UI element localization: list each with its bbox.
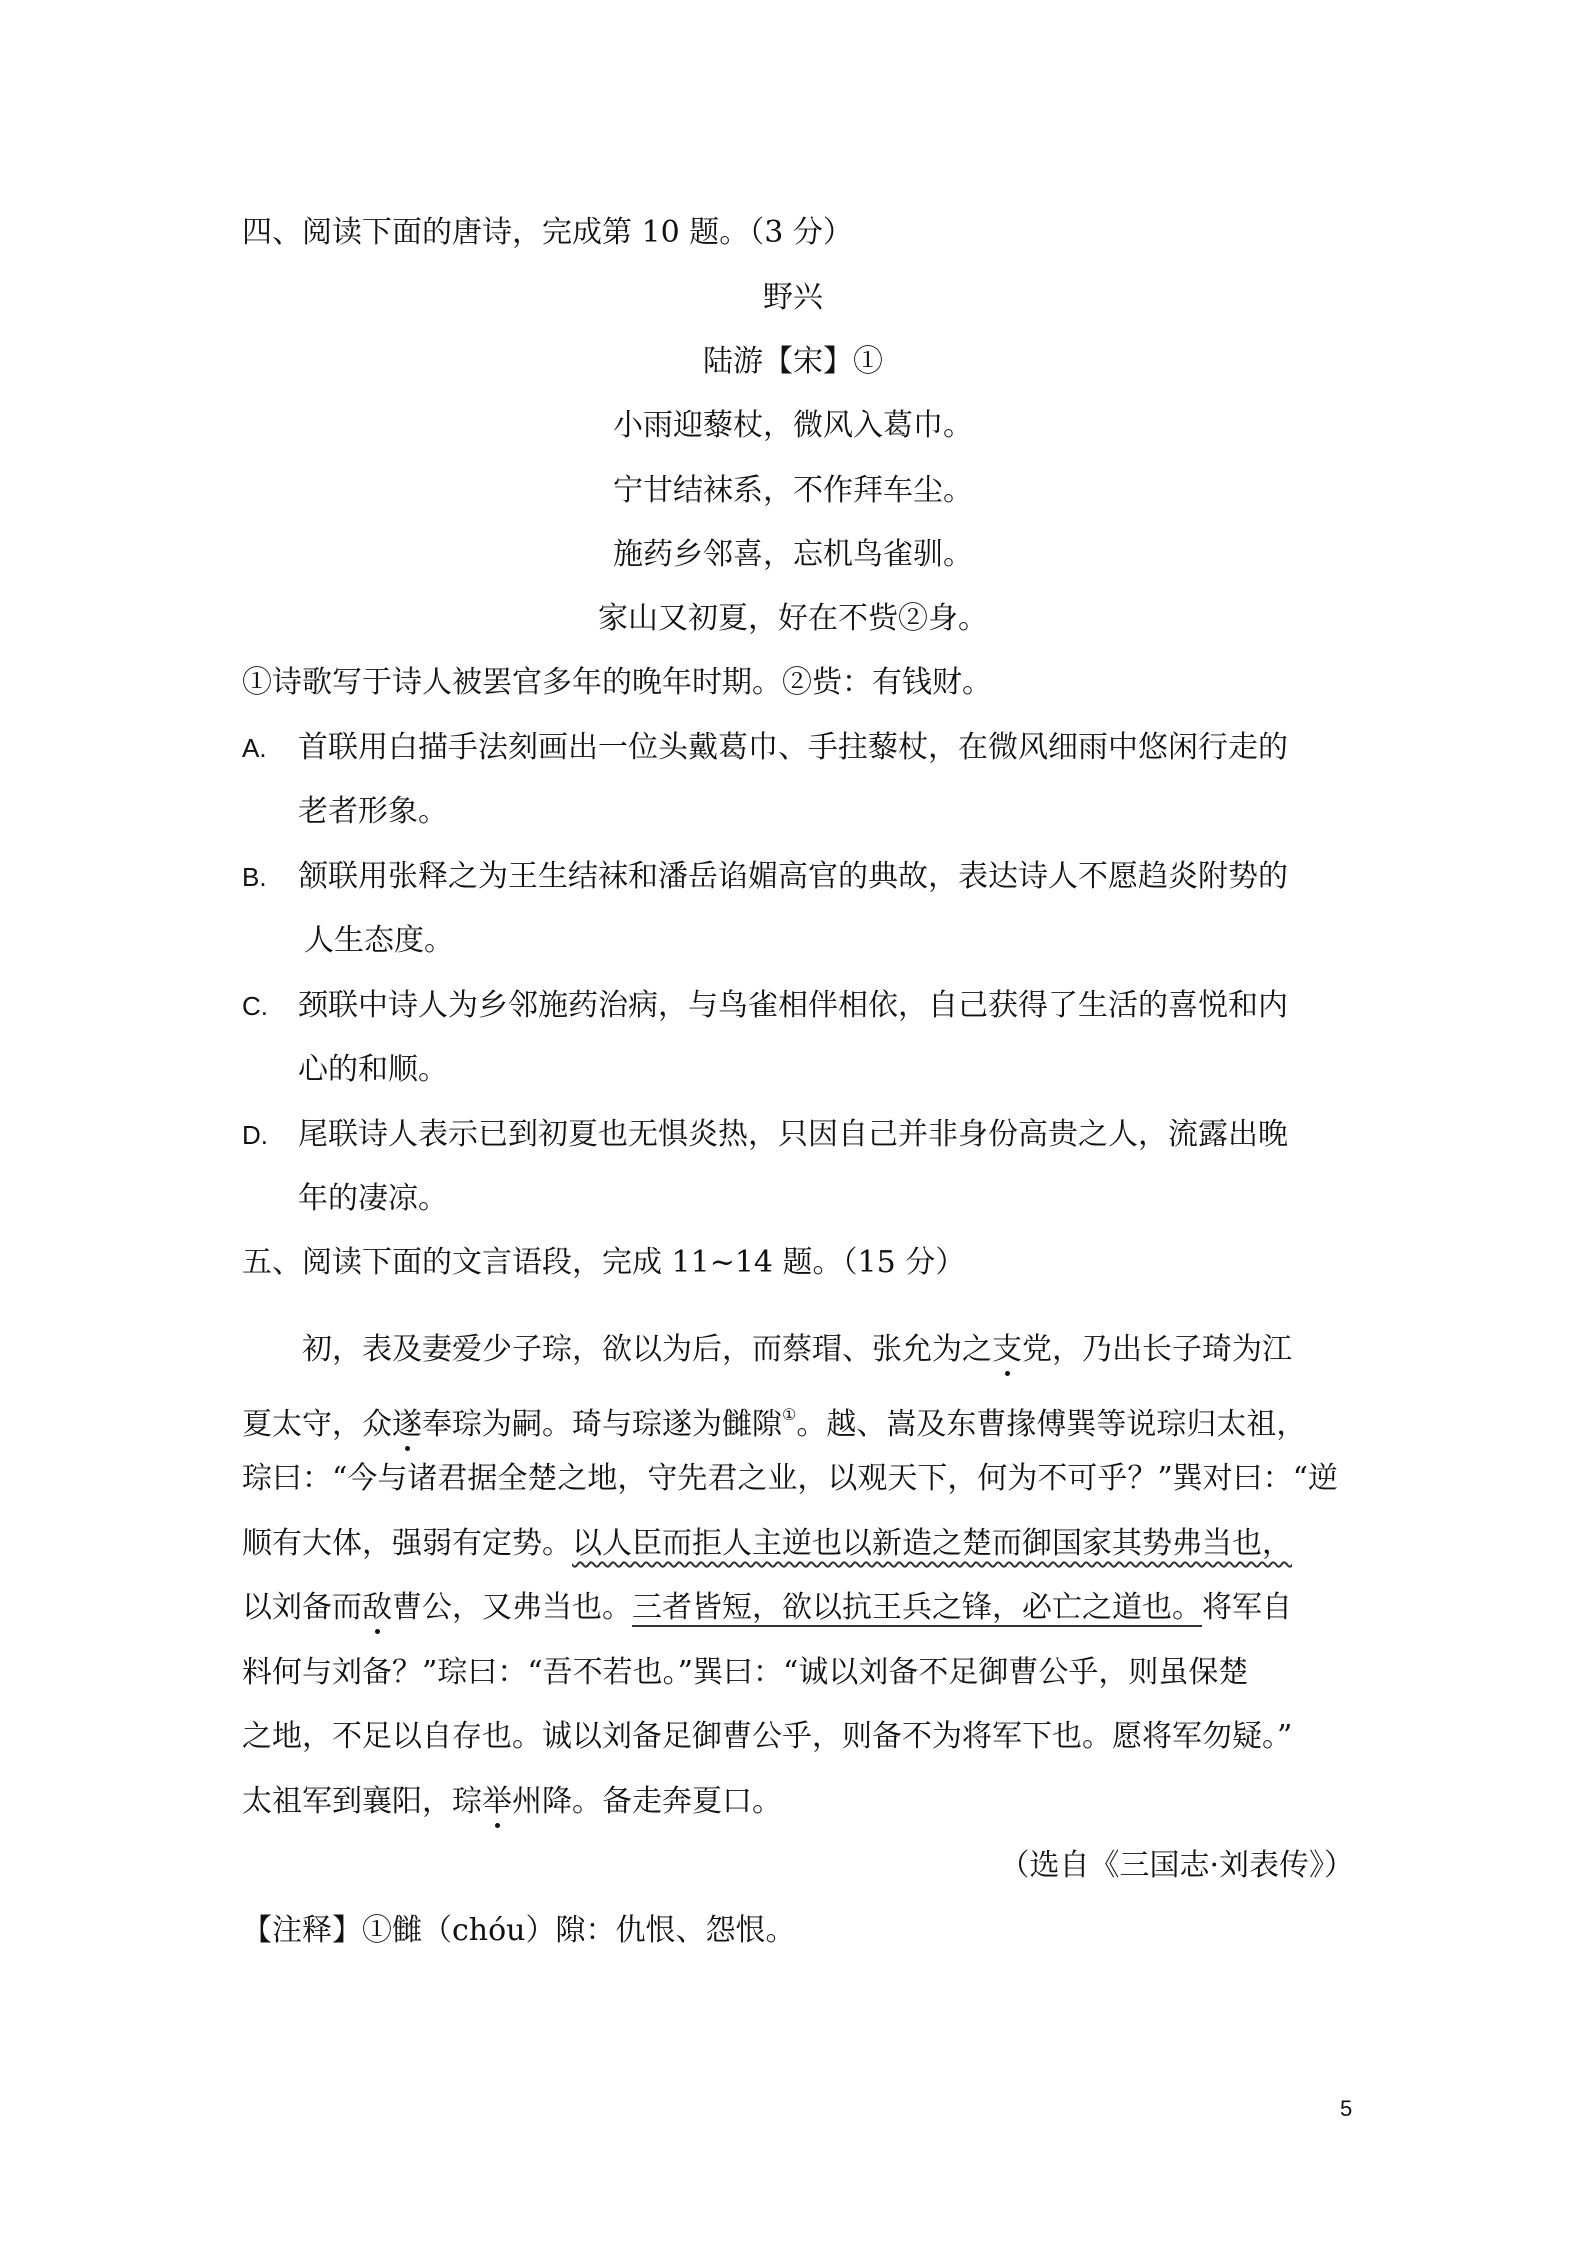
poem-line-3: 施药乡邻喜，忘机鸟雀驯。 [613, 537, 973, 572]
option-a-label: A. [242, 733, 267, 763]
poem-line-2: 宁甘结袜系，不作拜车尘。 [613, 473, 973, 508]
option-a-text: 首联用白描手法刻画出一位头戴葛巾、手拄藜杖，在微风细雨中悠闲行走的 [298, 730, 1288, 765]
poem-title: 野兴 [763, 280, 823, 315]
passage-line-7: 之地，不足以自存也。诚以刘备足御曹公乎，则备不为将军下也。愿将军勿疑。” [242, 1719, 1293, 1754]
dotted-char-sui: 遂 [392, 1405, 422, 1445]
section4-heading: 四、阅读下面的唐诗，完成第 10 题。（3 分） [242, 215, 853, 250]
poem-author: 陆游【宋】① [703, 344, 883, 379]
passage-line-6: 料何与刘备？”琮曰：“吾不若也。”巽曰：“诚以刘备不足御曹公乎，则虽保楚 [242, 1655, 1249, 1690]
underlined-sentence: 三者皆短，欲以抗王兵之锋，必亡之道也。 [632, 1590, 1202, 1625]
passage-line-4: 顺有大体，强弱有定势。以人臣而拒人主逆也以新造之楚而御国家其势弗当也， [242, 1526, 1292, 1561]
passage-line-1: 初，表及妻爱少子琮，欲以为后，而蔡瑁、张允为之支党，乃出长子琦为江 [302, 1330, 1292, 1370]
option-b-label: B. [242, 862, 267, 892]
passage-line-5: 以刘备而敌曹公，又弗当也。三者皆短，欲以抗王兵之锋，必亡之道也。将军自 [242, 1588, 1292, 1628]
wavy-underlined-sentence: 以人臣而拒人主逆也以新造之楚而御国家其势弗当也， [572, 1526, 1292, 1561]
passage-line-2: 夏太守，众遂奉琮为嗣。琦与琮遂为雠隙①。越、嵩及东曹掾傅巽等说琮归太祖， [242, 1395, 1306, 1445]
option-d-label: D. [242, 1120, 268, 1150]
passage-source: （选自《三国志·刘表传》） [999, 1848, 1354, 1883]
poem-note: ①诗歌写于诗人被罢官多年的晚年时期。②赀：有钱财。 [242, 665, 992, 700]
dotted-char-ju: 举 [482, 1782, 512, 1822]
option-c-label: C. [242, 991, 268, 1021]
option-a-text-cont: 老者形象。 [298, 794, 448, 829]
footnote-marker: ① [782, 1405, 797, 1424]
poem-line-4: 家山又初夏，好在不赀②身。 [598, 601, 988, 636]
section5-heading: 五、阅读下面的文言语段，完成 11~14 题。（15 分） [242, 1245, 966, 1280]
option-d-text-cont: 年的凄凉。 [298, 1181, 448, 1216]
option-b-text-cont: 人生态度。 [304, 923, 454, 958]
option-c-text: 颈联中诗人为乡邻施药治病，与鸟雀相伴相依，自己获得了生活的喜悦和内 [298, 988, 1288, 1023]
page-number: 5 [1340, 2096, 1353, 2121]
annotation: 【注释】①雠（chóu）隙：仇恨、怨恨。 [242, 1913, 796, 1948]
option-c-text-cont: 心的和顺。 [298, 1052, 448, 1087]
dotted-char-zhi: 支 [992, 1330, 1022, 1370]
option-b-text: 颔联用张释之为王生结袜和潘岳谄媚高官的典故，表达诗人不愿趋炎附势的 [298, 859, 1288, 894]
poem-line-1: 小雨迎藜杖，微风入葛巾。 [613, 408, 973, 443]
option-d-text: 尾联诗人表示已到初夏也无惧炎热，只因自己并非身份高贵之人，流露出晚 [298, 1117, 1288, 1152]
passage-line-3: 琮曰：“今与诸君据全楚之地，守先君之业，以观天下，何为不可乎？”巽对曰：“逆 [242, 1461, 1339, 1496]
dotted-char-di: 敌 [362, 1588, 392, 1628]
passage-line-8: 太祖军到襄阳，琮举州降。备走奔夏口。 [242, 1782, 782, 1822]
